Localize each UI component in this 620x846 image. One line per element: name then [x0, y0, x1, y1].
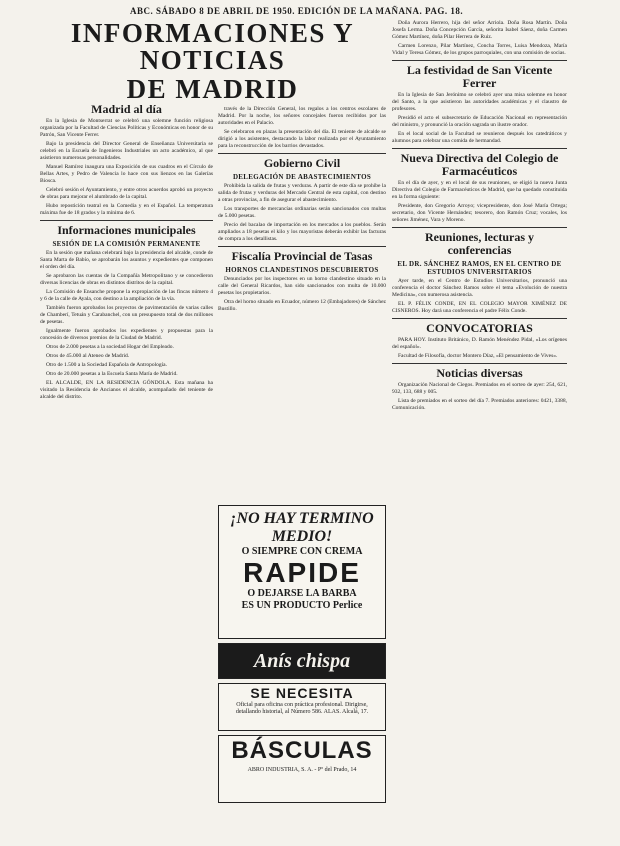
article-paragraph: Precio del bacalao de importación en los mercados a los pueblos. Serán ampliados a 18 pesetas el kilo y los mayoristas deberán exhibir las facturas de compra a los detallistas. [218, 222, 386, 242]
article-paragraph: EL P. FÉLIX CONDE, EN EL COLEGIO MAYOR XIMÉNEZ DE CISNEROS. Hoy dará una conferencia el padre Félix Conde. [392, 301, 567, 314]
article-paragraph: La Comisión de Ensanche propone la expropiación de las fincas número 4 y 6 de la calle de Ayala, con destino a la ampliación de la vía. [40, 289, 213, 302]
column-1 [40, 100, 213, 403]
article-paragraph: En el día de ayer, y en el local de sus reuniones, se eligió la nueva Junta Directiva del Colegio de Farmacéuticos de Madrid, que ha quedado constituida en la forma siguiente: [392, 180, 567, 200]
ad-se-necesita-body: Oficial para oficina con práctica profesional. Dirigirse, detallando historial, al Número 586. ALAS. Alcalá, 17. [235, 702, 369, 715]
article-paragraph: Los transportes de mercancías ordinarias serán sancionados con multas de 5.000 pesetas. [218, 206, 386, 219]
article-paragraph: Bajo la presidencia del Director General de Enseñanza Universitaria se celebró en la Escuela de Ingenieros Industriales un acto académico, al que asistieron numerosas personalidades. [40, 141, 213, 161]
page-header: ABC. SÁBADO 8 DE ABRIL DE 1950. EDICIÓN DE LA MAÑANA. PAG. 18. [130, 6, 464, 16]
article-paragraph: EL ALCALDE, EN LA RESIDENCIA GÓNDOLA. Esta mañana ha visitado la Residencia de Ancianos el alcalde, acompañado del teniente de alcalde del distrito. [40, 380, 213, 400]
ad-basculas-title: BÁSCULAS [231, 737, 373, 764]
article-paragraph: Prohibida la salida de frutas y verduras. A partir de este día se prohíbe la salida de frutas y verduras del Mercado Central de esta capital, con destino a otras provincias, a fin de asegurar el abastecimiento. [218, 183, 386, 203]
section-masthead [40, 20, 385, 103]
article-paragraph: En el local social de la Facultad se reunieron después los catedráticos y alumnos para celebrar una comida de hermandad. [392, 131, 567, 144]
article-paragraph: PARA HOY. Instituto Británico, D. Ramón Menéndez Pidal, «Los orígenes del español». [392, 337, 567, 350]
column-3 [392, 20, 567, 414]
ad-rapide-mid: O SIEMPRE CON CREMA [241, 546, 363, 557]
article-paragraph: Celebró sesión el Ayuntamiento, y entre otros acuerdos aprobó un proyecto de obras para mejorar el alumbrado de la capital. [40, 187, 213, 200]
section-subtitle: SESIÓN DE LA COMISIÓN PERMANENTE [52, 240, 201, 248]
masthead-line-2: DE MADRID [126, 74, 299, 104]
ad-basculas [218, 735, 386, 803]
article-paragraph: Denunciados por los inspectores en un horno clandestino situado en la calle del General Ricardos, han sido sancionados con multa de 10.000 pesetas los propietarios. [218, 276, 386, 296]
advertisements [218, 505, 386, 807]
article-paragraph: Hubo repostición teatral en la Comedia y en el Español. La temperatura máxima fue de 18 grados y la mínima de 6. [40, 203, 213, 216]
article-paragraph: Carmen Lorenzo, Pilar Martínez, Concha Torres, Luisa Mendoza, María Vidal y Teresa Gómez, de los grupos parroquiales, con una comisión de socias. [392, 43, 567, 56]
article-paragraph: Doña Aurora Herrero, hija del señor Arriola. Doña Rosa Martín. Doña Josefa Lerma. Doña Concepción García, señorita Isabel Sáenz, doña Carmen Gómez Martínez, doña Pilar Herrera de Ruiz. [392, 20, 567, 40]
article-paragraph: Manuel Ramírez inaugura una Exposición de sus cuadros en el Círculo de Bellas Artes, y Pedro de Valencia lo hace con sus lienzos en las Galerías Biosca. [40, 164, 213, 184]
section-title-gobierno-civil: Gobierno Civil [263, 156, 341, 170]
article-paragraph: Otros de 2.000 pesetas a la sociedad Hogar del Empleado. [46, 344, 174, 350]
section-title-farmaceuticos: Nueva Directiva del Colegio de Farmacéuticos [400, 151, 559, 178]
article-paragraph: Ayer tarde, en el Centro de Estudios Universitarios, pronunció una conferencia el doctor Sánchez Ramos sobre el tema «Evolución de nuestra Medicina», con numerosa asistencia. [392, 278, 567, 298]
article-paragraph: Se aprobaron las cuentas de la Compañía Metropolitano y se concedieron diversas licencias de obras en distintos distritos de la capital. [40, 273, 213, 286]
ad-rapide-foot: ES UN PRODUCTO Perlice [241, 600, 363, 611]
article-paragraph: En la sesión que mañana celebrará bajo la presidencia del alcalde, conde de Santa Marta de Babío, se aprobarán los asuntos y expedientes que componen el orden del día. [40, 250, 213, 270]
article-paragraph: Organización Nacional de Ciegos. Premiados en el sorteo de ayer: 254, 621, 932, 133, 688 y 005. [392, 382, 567, 395]
ad-se-necesita-title: SE NECESITA [250, 685, 354, 701]
divider [392, 148, 567, 149]
divider [392, 318, 567, 319]
section-subtitle: HORNOS CLANDESTINOS DESCUBIERTOS [225, 266, 379, 274]
article-paragraph: Lista de premiados en el sorteo del día 7. Premiados anteriores: 0421, 3388, Comunicación. [392, 398, 567, 411]
article-paragraph: Otros de 45.000 al Ateneo de Madrid. [46, 353, 130, 359]
article-paragraph: Facultad de Filosofía, doctor Montero Díaz, «El pensamiento de Vives». [398, 353, 558, 359]
article-paragraph: En la Iglesia de Montserrat se celebró una solemne función religiosa organizada por la Facultad de Ciencias Políticas y Económicas en honor de su Patrón, San Vicente Ferrer. [40, 118, 213, 138]
article-paragraph: En la Iglesia de San Jerónimo se celebró ayer una misa solemne en honor del Santo, a la que asistieron las autoridades académicas y el claustro de profesores. [392, 92, 567, 112]
divider [392, 60, 567, 61]
ad-rapide-top: ¡NO HAY TERMINO MEDIO! [230, 510, 374, 545]
article-paragraph: Otro de 1.500 a la Sociedad Española de Antropología. [46, 362, 167, 368]
article-paragraph: Otra del horno situado en Ecuador, número 12 (Embajadores) de Sánchez Bustillo. [218, 299, 386, 312]
article-paragraph: Presidente, don Gregorio Arroyo; vicepresidente, don José María Ortega; secretario, don Vicente Hernández; tesorero, don Ramón Cruz; vocales, los señores Jiménez, Vara y Moreno. [392, 203, 567, 223]
section-title-convocatorias: CONVOCATORIAS [426, 321, 533, 335]
article-paragraph: Se celebraron en plazas la presentación del día. El teniente de alcalde se dirigió a los asistentes, destacando la labor realizada por el Ayuntamiento para la reconstrucción de los barrios devastados. [218, 129, 386, 149]
divider [392, 227, 567, 228]
ad-rapide-line: O DEJARSE LA BARBA [247, 588, 357, 599]
ad-anis-text: Anís chispa [253, 650, 351, 672]
divider [218, 153, 386, 154]
section-title-noticias-diversas: Noticias diversas [436, 366, 523, 380]
column-2 [218, 106, 386, 315]
divider [40, 220, 213, 221]
section-title-informaciones-municipales: Informaciones municipales [57, 223, 196, 237]
divider [392, 363, 567, 364]
section-subtitle: DELEGACIÓN DE ABASTECIMIENTOS [232, 173, 372, 181]
article-paragraph: Presidió el acto el subsecretario de Educación Nacional en representación del ministro, y pronunció la oración sagrada un ilustre orador. [392, 115, 567, 128]
section-subtitle: EL DR. SÁNCHEZ RAMOS, EN EL CENTRO DE ESTUDIOS UNIVERSITARIOS [397, 260, 562, 276]
ad-se-necesita [218, 683, 386, 731]
ad-rapide [218, 505, 386, 639]
article-paragraph: Igualmente fueron aprobados los expedientes y propuestas para la concesión de diversos premios de la Ciudad de Madrid. [40, 328, 213, 341]
section-title-fiscalia: Fiscalía Provincial de Tasas [231, 249, 373, 263]
article-paragraph: También fueron aprobados los proyectos de pavimentación de varias calles de Chamberí, Tetuán y Carabanchel, con un presupuesto total de dos millones de pesetas. [40, 305, 213, 325]
masthead-line-1: INFORMACIONES Y NOTICIAS [70, 18, 355, 75]
divider [218, 246, 386, 247]
article-paragraph: Otro de 20.000 pesetas a la Escuela Santa María de Madrid. [46, 371, 178, 377]
section-title-reuniones: Reuniones, lecturas y conferencias [425, 230, 534, 257]
section-title-san-vicente: La festividad de San Vicente Ferrer [406, 63, 553, 90]
ad-basculas-foot: ABRO INDUSTRIA, S. A. - Pº del Prado, 14 [247, 767, 357, 773]
section-title-madrid-al-dia: Madrid al día [91, 102, 162, 116]
ad-anis-chispa [218, 643, 386, 679]
article-paragraph: través de la Dirección General, los regalos a los centros escolares de Madrid. Por la noche, los señores concejales fueron recibidos por las autoridades en el Palacio. [218, 106, 386, 126]
ad-rapide-brand: RAPIDE [243, 557, 361, 588]
